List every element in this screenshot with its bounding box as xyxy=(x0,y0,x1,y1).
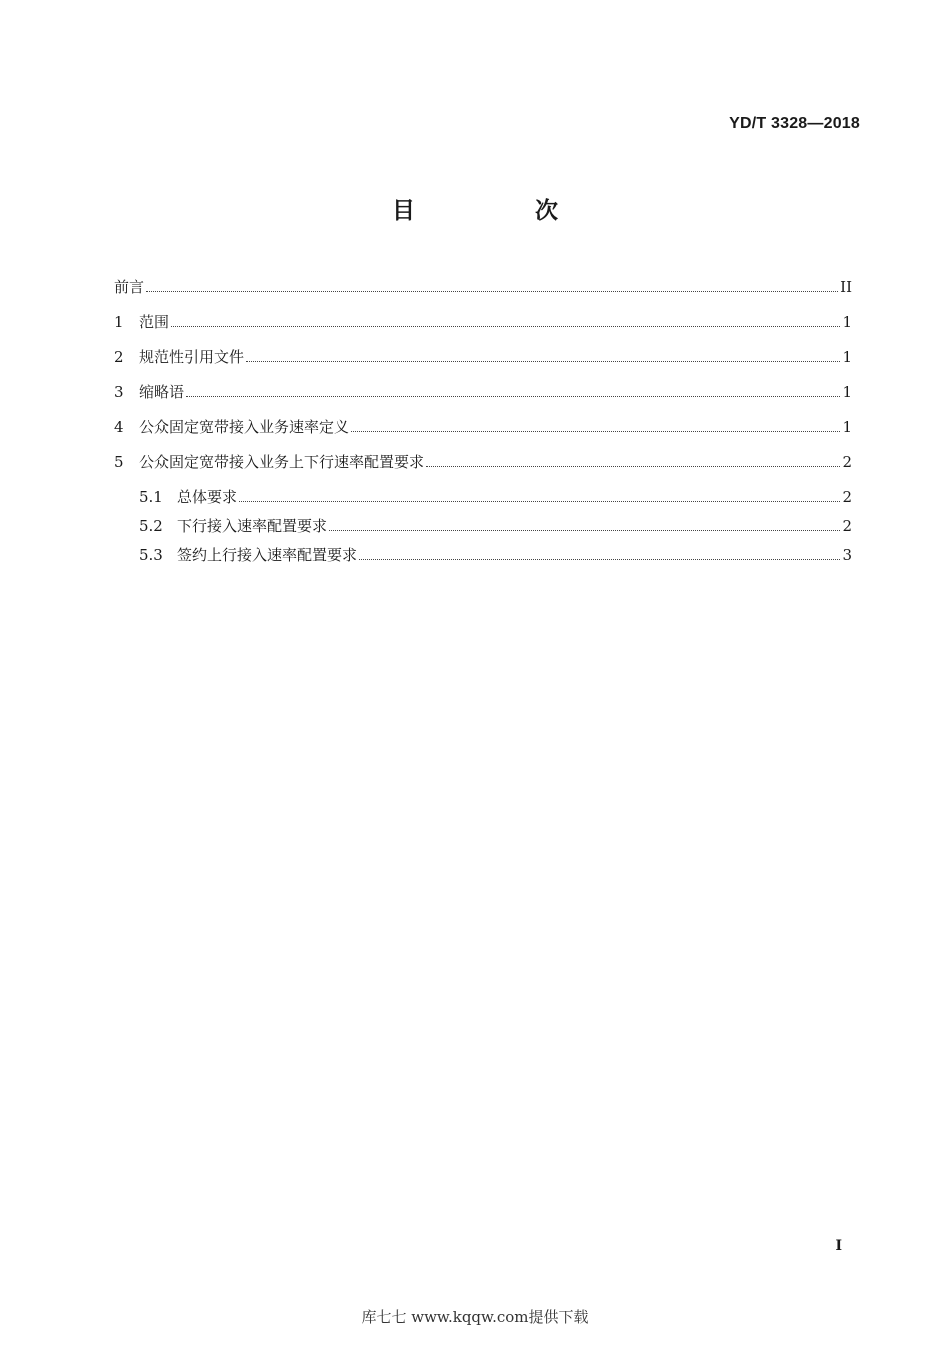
toc-entry-number: 1 xyxy=(114,313,124,331)
page-number: I xyxy=(835,1238,842,1254)
toc-entry-3[interactable] xyxy=(114,381,852,403)
dot-leader xyxy=(351,431,840,432)
dot-leader xyxy=(171,326,840,327)
toc-entry-page: 1 xyxy=(842,348,852,366)
dot-leader xyxy=(359,559,840,560)
toc-entry-5[interactable] xyxy=(114,451,852,473)
toc-entry-page: 1 xyxy=(842,383,852,401)
toc-entry-foreword[interactable] xyxy=(114,276,852,298)
toc-entry-label: 前言 xyxy=(114,278,145,296)
toc-entry-label: 公众固定宽带接入业务速率定义 xyxy=(139,418,350,436)
toc-entry-5-3[interactable] xyxy=(139,544,852,566)
toc-entry-label: 下行接入速率配置要求 xyxy=(177,517,328,535)
toc-entry-label: 签约上行接入速率配置要求 xyxy=(177,546,358,564)
dot-leader xyxy=(426,466,840,467)
toc-entry-label: 规范性引用文件 xyxy=(139,348,245,366)
toc-entry-5-2[interactable] xyxy=(139,515,852,537)
toc-entry-number: 3 xyxy=(114,383,124,401)
toc-entry-number: 5 xyxy=(114,453,124,471)
dot-leader xyxy=(246,361,840,362)
toc-entry-label: 缩略语 xyxy=(139,383,185,401)
toc-entry-page: 3 xyxy=(842,546,852,564)
toc-entry-page: 1 xyxy=(842,418,852,436)
dot-leader xyxy=(146,291,838,292)
toc-entry-label: 总体要求 xyxy=(177,488,238,506)
dot-leader xyxy=(329,530,840,531)
toc-entry-page: 1 xyxy=(842,313,852,331)
dot-leader xyxy=(239,501,840,502)
toc-entry-4[interactable] xyxy=(114,416,852,438)
download-watermark: 库七七 www.kqqw.com提供下载 xyxy=(361,1308,589,1326)
toc-entry-number: 5.1 xyxy=(139,488,163,506)
toc-entry-number: 5.2 xyxy=(139,517,163,535)
toc-entry-page: 2 xyxy=(842,517,852,535)
toc-entry-1[interactable] xyxy=(114,311,852,333)
toc-entry-5-1[interactable] xyxy=(139,486,852,508)
toc-entry-page: II xyxy=(840,278,852,296)
toc-entry-2[interactable] xyxy=(114,346,852,368)
dot-leader xyxy=(186,396,840,397)
toc-entry-page: 2 xyxy=(842,453,852,471)
toc-entry-number: 2 xyxy=(114,348,124,366)
toc-entry-label: 公众固定宽带接入业务上下行速率配置要求 xyxy=(139,453,425,471)
toc-entry-number: 5.3 xyxy=(139,546,163,564)
toc-entry-number: 4 xyxy=(114,418,124,436)
toc-entry-page: 2 xyxy=(842,488,852,506)
toc-title: 目 次 xyxy=(391,198,614,224)
toc-entry-label: 范围 xyxy=(139,313,170,331)
standard-code: YD/T 3328—2018 xyxy=(729,115,860,132)
